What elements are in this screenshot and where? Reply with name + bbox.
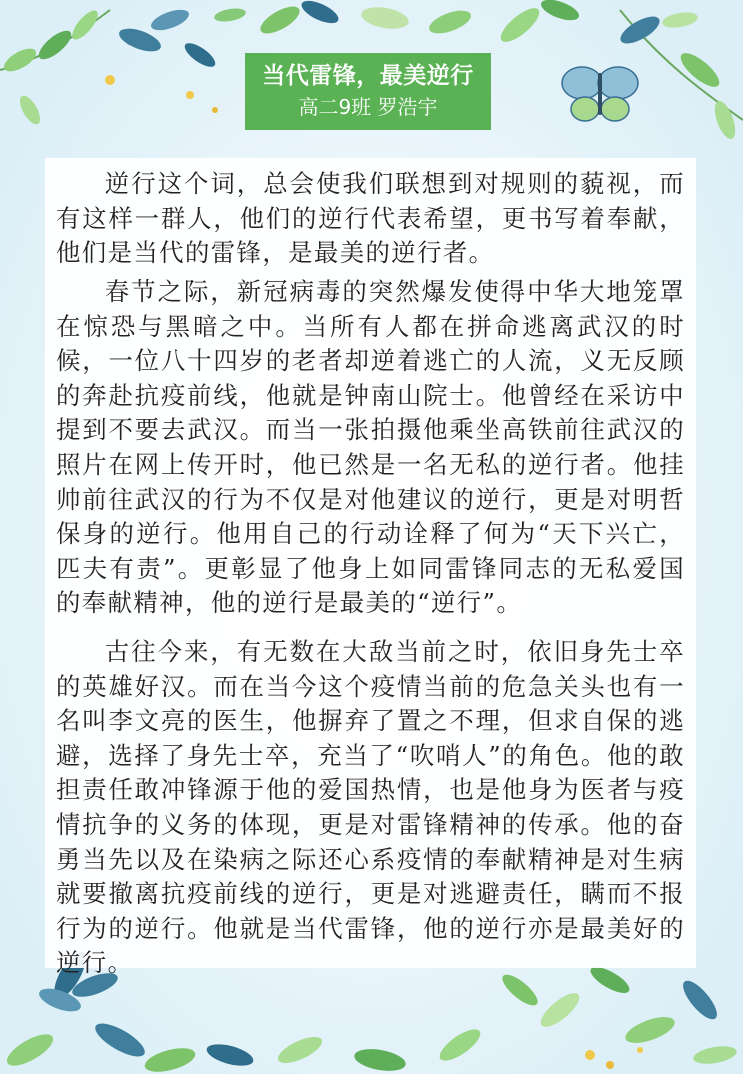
author-line: 高二9班 罗浩宇 — [298, 95, 438, 119]
paragraph: 春节之际，新冠病毒的突然爆发使得中华大地笼罩在惊恐与黑暗之中。当所有人都在拼命逃离武汉的时候，一位八十四岁的老者却逆着逃亡的人流，义无反顾的奔赴抗疫前线，他就是钟南山院士。他曾经在采访中提到不要去武汉。而当一张拍摄他乘坐高铁前往武汉的照片在网上传开时，他已然是一名无私的逆行者。他挂帅前往武汉的行为不仅是对他建议的逆行，更是对明哲保身的逆行。他用自己的行动诠释了何为“天下兴亡，匹夫有责”。更彰显了他身上如同雷锋同志的无私爱国的奉献精神，他的逆行是最美的“逆行”。 — [56, 277, 685, 618]
butterfly-icon — [562, 67, 638, 121]
page-title: 当代雷锋，最美逆行 — [262, 63, 474, 89]
article-body — [45, 158, 696, 978]
paragraph: 古往今来，有无数在大敌当前之时，依旧身先士卒的英雄好汉。而在当今这个疫情当前的危急关头也有一名叫李文亮的医生，他摒弃了置之不理，但求自保的逃避，选择了身先士卒，充当了“吹哨人”的角色。他的敢担责任敢冲锋源于他的爱国热情，也是他身为医者与疫情抗争的义务的体现，更是对雷锋精神的传承。他的奋勇当先以及在染病之际还心系疫情的奉献精神是对生病就要撤离抗疫前线的逆行，更是对逃避责任，瞒而不报行为的逆行。他就是当代雷锋，他的逆行亦是最美好的逆行。 — [56, 637, 685, 978]
paragraph: 逆行这个词，总会使我们联想到对规则的藐视，而有这样一群人，他们的逆行代表希望，更书写着奉献，他们是当代的雷锋，是最美的逆行者。 — [56, 169, 685, 268]
title-banner — [245, 53, 491, 130]
